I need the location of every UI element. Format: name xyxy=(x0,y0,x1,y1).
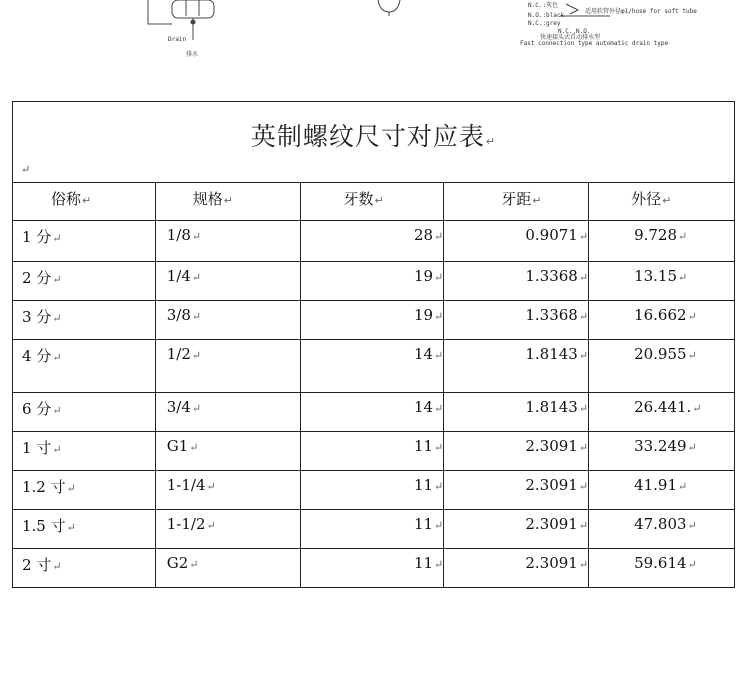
drain-label-en: Drain xyxy=(168,36,187,43)
table-row xyxy=(13,510,735,549)
cell-pitch: 2.3091↵ xyxy=(444,510,589,549)
table-row xyxy=(13,471,735,510)
cell-name: 6 分↵ xyxy=(13,393,156,432)
cell-name: 2 分↵ xyxy=(13,262,156,301)
cell-pitch: 2.3091↵ xyxy=(444,549,589,588)
cell-name: 2 寸↵ xyxy=(13,549,156,588)
nc-gray-label: N.C.:灰色 xyxy=(528,2,559,9)
table-title: 英制螺纹尺寸对应表↵ xyxy=(250,122,497,151)
cell-pitch: 2.3091↵ xyxy=(444,432,589,471)
hose-label: 适用软管外径φ1/hose for soft tube xyxy=(585,8,697,15)
cell-od: 20.955↵ xyxy=(589,340,735,393)
header-tpi: 牙数↵ xyxy=(300,183,444,221)
cell-name: 1.5 寸↵ xyxy=(13,510,156,549)
cell-spec: 1/4↵ xyxy=(155,262,300,301)
cell-tpi: 14↵ xyxy=(300,393,444,432)
cell-od: 13.15↵ xyxy=(589,262,735,301)
header-spec: 规格↵ xyxy=(155,183,300,221)
cell-od: 26.441.↵ xyxy=(589,393,735,432)
cell-pitch: 1.3368↵ xyxy=(444,301,589,340)
auto-drain-label-zh: 快速接头式自动排水型 xyxy=(540,34,601,41)
cell-tpi: 14↵ xyxy=(300,340,444,393)
ncno-label: N.C.,N.O. xyxy=(558,28,591,35)
table-row xyxy=(13,262,735,301)
cell-spec: 1/2↵ xyxy=(155,340,300,393)
cell-pitch: 2.3091↵ xyxy=(444,471,589,510)
cell-pitch: 0.9071↵ xyxy=(444,221,589,262)
cell-od: 33.249↵ xyxy=(589,432,735,471)
no-black-label: N.O.:black xyxy=(528,12,565,19)
cell-tpi: 11↵ xyxy=(300,549,444,588)
header-row xyxy=(13,183,735,221)
cell-spec: 1-1/2↵ xyxy=(155,510,300,549)
cell-pitch: 1.8143↵ xyxy=(444,340,589,393)
cell-spec: G1↵ xyxy=(155,432,300,471)
table-row xyxy=(13,432,735,471)
cell-spec: 1/8↵ xyxy=(155,221,300,262)
header-od: 外径↵ xyxy=(589,183,735,221)
cell-od: 47.803↵ xyxy=(589,510,735,549)
cell-tpi: 11↵ xyxy=(300,432,444,471)
cell-spec: 3/4↵ xyxy=(155,393,300,432)
header-pitch: 牙距↵ xyxy=(444,183,589,221)
cell-name: 1 寸↵ xyxy=(13,432,156,471)
cell-od: 16.662↵ xyxy=(589,301,735,340)
cell-spec: 1-1/4↵ xyxy=(155,471,300,510)
table-row xyxy=(13,221,735,262)
cell-name: 1 分↵ xyxy=(13,221,156,262)
table-row xyxy=(13,301,735,340)
cell-tpi: 11↵ xyxy=(300,471,444,510)
paragraph-mark: ↵ xyxy=(21,163,31,176)
cell-name: 4 分↵ xyxy=(13,340,156,393)
technical-drawing-fragment xyxy=(0,0,750,60)
table-row xyxy=(13,393,735,432)
header-name: 俗称↵ xyxy=(13,183,156,221)
table-title-cell xyxy=(13,102,735,183)
cell-name: 3 分↵ xyxy=(13,301,156,340)
cell-tpi: 19↵ xyxy=(300,262,444,301)
cell-tpi: 28↵ xyxy=(300,221,444,262)
cell-spec: 3/8↵ xyxy=(155,301,300,340)
drain-label-zh: 排水 xyxy=(186,51,199,58)
cell-tpi: 19↵ xyxy=(300,301,444,340)
thread-size-table xyxy=(12,101,735,588)
cell-name: 1.2 寸↵ xyxy=(13,471,156,510)
cell-od: 41.91↵ xyxy=(589,471,735,510)
cell-od: 59.614↵ xyxy=(589,549,735,588)
nc-grey-label: N.C.:grey xyxy=(528,20,561,27)
table-row xyxy=(13,549,735,588)
cell-pitch: 1.3368↵ xyxy=(444,262,589,301)
cell-spec: G2↵ xyxy=(155,549,300,588)
cell-pitch: 1.8143↵ xyxy=(444,393,589,432)
table-row xyxy=(13,340,735,393)
cell-tpi: 11↵ xyxy=(300,510,444,549)
cell-od: 9.728↵ xyxy=(589,221,735,262)
auto-drain-label-en: Fast connection type automatic drain type xyxy=(520,40,669,47)
